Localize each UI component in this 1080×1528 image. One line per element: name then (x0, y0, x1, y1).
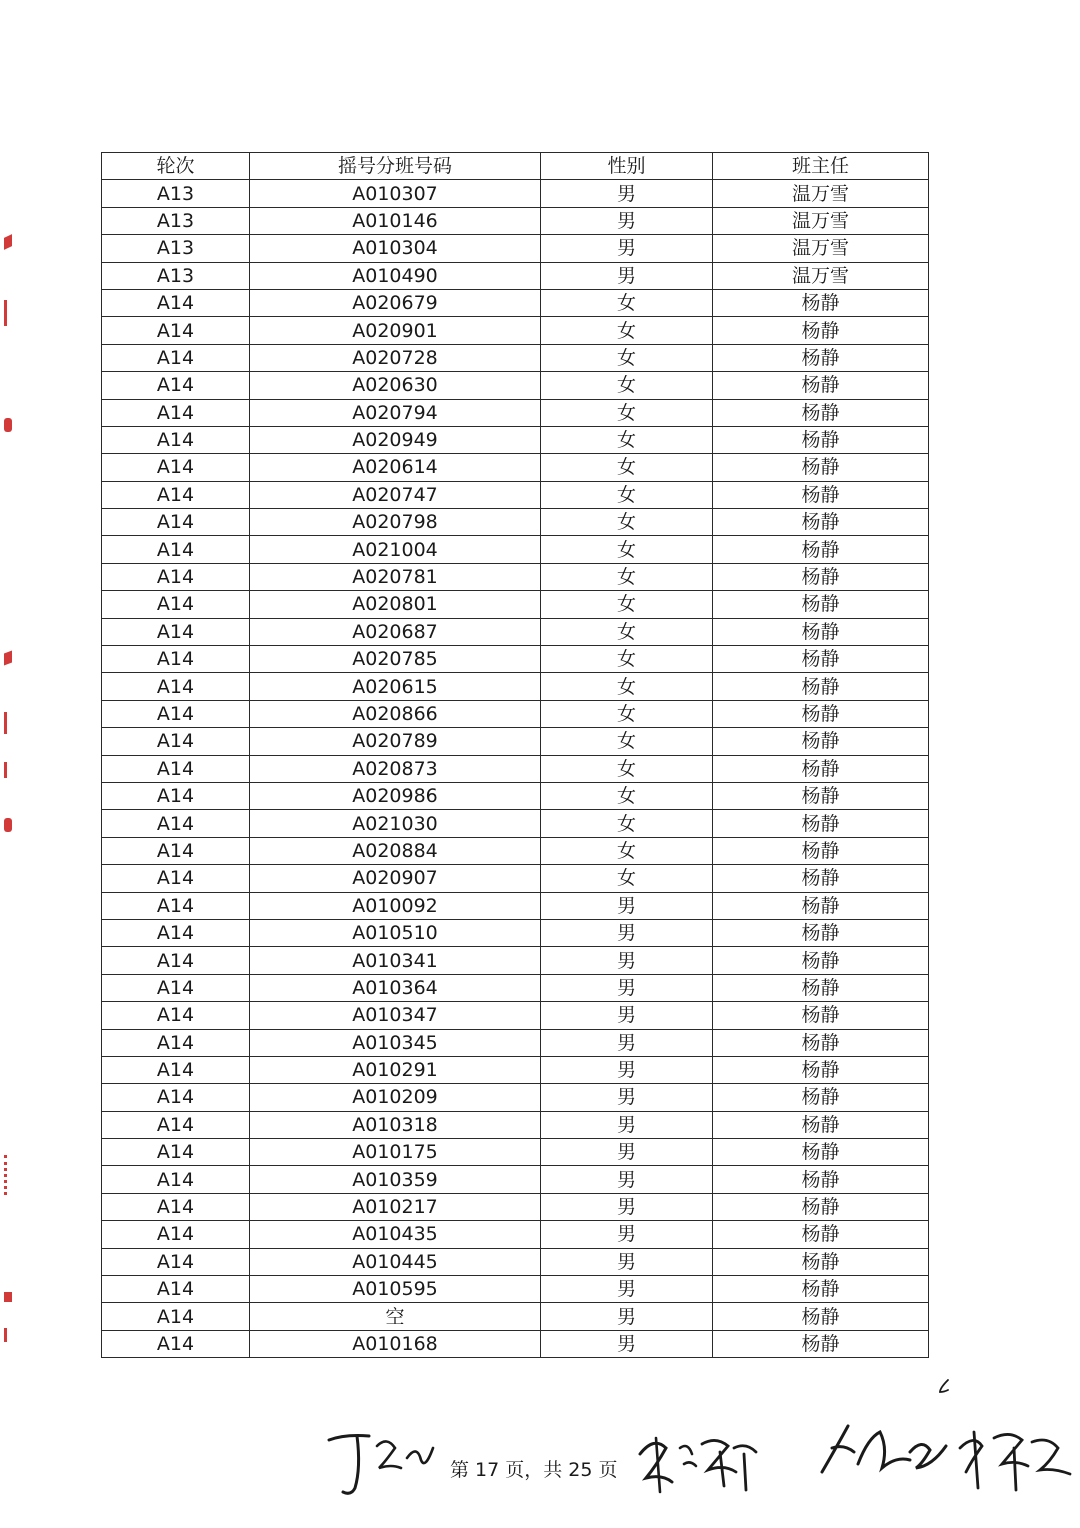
table-row (102, 344, 929, 371)
cell-round: A14 (102, 426, 250, 453)
cell-class-teacher: 杨静 (713, 289, 929, 316)
table-row (102, 1248, 929, 1275)
table-row (102, 700, 929, 727)
cell-gender: 男 (541, 947, 713, 974)
cell-lottery-number: A020798 (250, 509, 541, 536)
cell-gender: 女 (541, 563, 713, 590)
cell-class-teacher: 杨静 (713, 317, 929, 344)
table-row (102, 563, 929, 590)
table-row (102, 618, 929, 645)
cell-gender: 女 (541, 810, 713, 837)
cell-round: A14 (102, 509, 250, 536)
cell-lottery-number: A010435 (250, 1221, 541, 1248)
cell-class-teacher: 杨静 (713, 1111, 929, 1138)
cell-gender: 女 (541, 317, 713, 344)
cell-gender: 女 (541, 646, 713, 673)
cell-class-teacher: 杨静 (713, 673, 929, 700)
table-row (102, 919, 929, 946)
cell-gender: 女 (541, 755, 713, 782)
cell-class-teacher: 杨静 (713, 1029, 929, 1056)
table-row (102, 481, 929, 508)
cell-lottery-number: A020615 (250, 673, 541, 700)
cell-round: A13 (102, 207, 250, 234)
header-class-teacher: 班主任 (713, 153, 929, 180)
cell-gender: 女 (541, 481, 713, 508)
table-row (102, 235, 929, 262)
cell-gender: 男 (541, 1330, 713, 1357)
table-row (102, 728, 929, 755)
cell-class-teacher: 杨静 (713, 892, 929, 919)
cell-round: A14 (102, 536, 250, 563)
cell-class-teacher: 温万雪 (713, 262, 929, 289)
pen-tick-mark (936, 1378, 952, 1396)
cell-gender: 男 (541, 1193, 713, 1220)
cell-class-teacher: 杨静 (713, 1166, 929, 1193)
cell-round: A13 (102, 235, 250, 262)
cell-lottery-number: A021030 (250, 810, 541, 837)
cell-round: A14 (102, 974, 250, 1001)
cell-lottery-number: A010209 (250, 1084, 541, 1111)
cell-class-teacher: 杨静 (713, 481, 929, 508)
cell-round: A13 (102, 180, 250, 207)
header-round: 轮次 (102, 153, 250, 180)
cell-class-teacher: 杨静 (713, 1139, 929, 1166)
cell-class-teacher: 杨静 (713, 919, 929, 946)
table-row (102, 865, 929, 892)
table-row (102, 317, 929, 344)
cell-round: A14 (102, 1002, 250, 1029)
table-row (102, 1330, 929, 1357)
cell-class-teacher: 杨静 (713, 454, 929, 481)
cell-class-teacher: 杨静 (713, 1002, 929, 1029)
cell-gender: 女 (541, 782, 713, 809)
table-row (102, 1139, 929, 1166)
cell-round: A14 (102, 289, 250, 316)
table-row (102, 207, 929, 234)
cell-class-teacher: 杨静 (713, 344, 929, 371)
table-row (102, 1303, 929, 1330)
cell-gender: 男 (541, 892, 713, 919)
cell-gender: 男 (541, 1166, 713, 1193)
cell-lottery-number: A020866 (250, 700, 541, 727)
cell-lottery-number: A010307 (250, 180, 541, 207)
cell-round: A14 (102, 755, 250, 782)
cell-class-teacher: 杨静 (713, 865, 929, 892)
cell-round: A14 (102, 700, 250, 727)
cell-lottery-number: A010341 (250, 947, 541, 974)
cell-round: A14 (102, 372, 250, 399)
cell-class-teacher: 杨静 (713, 755, 929, 782)
cell-class-teacher: 杨静 (713, 618, 929, 645)
signature-2 (632, 1418, 762, 1500)
cell-gender: 男 (541, 207, 713, 234)
cell-gender: 男 (541, 235, 713, 262)
cell-lottery-number: 空 (250, 1303, 541, 1330)
cell-lottery-number: A010347 (250, 1002, 541, 1029)
cell-lottery-number: A020679 (250, 289, 541, 316)
class-assignment-table (101, 152, 929, 1358)
table-row (102, 454, 929, 481)
cell-class-teacher: 温万雪 (713, 235, 929, 262)
cell-lottery-number: A020884 (250, 837, 541, 864)
cell-lottery-number: A020907 (250, 865, 541, 892)
table-header-row (102, 153, 929, 180)
cell-gender: 女 (541, 673, 713, 700)
cell-class-teacher: 杨静 (713, 1276, 929, 1303)
cell-round: A14 (102, 344, 250, 371)
cell-class-teacher: 杨静 (713, 536, 929, 563)
cell-lottery-number: A010510 (250, 919, 541, 946)
cell-lottery-number: A010217 (250, 1193, 541, 1220)
cell-gender: 男 (541, 1303, 713, 1330)
table-row (102, 509, 929, 536)
cell-gender: 女 (541, 536, 713, 563)
cell-round: A14 (102, 782, 250, 809)
header-gender: 性别 (541, 153, 713, 180)
cell-round: A14 (102, 837, 250, 864)
cell-gender: 男 (541, 919, 713, 946)
cell-lottery-number: A010364 (250, 974, 541, 1001)
table-row (102, 1276, 929, 1303)
cell-gender: 男 (541, 1056, 713, 1083)
table-row (102, 646, 929, 673)
cell-class-teacher: 杨静 (713, 509, 929, 536)
cell-round: A14 (102, 591, 250, 618)
cell-class-teacher: 杨静 (713, 810, 929, 837)
table-row (102, 755, 929, 782)
cell-lottery-number: A020986 (250, 782, 541, 809)
cell-lottery-number: A010168 (250, 1330, 541, 1357)
cell-round: A14 (102, 1111, 250, 1138)
cell-round: A14 (102, 399, 250, 426)
cell-gender: 女 (541, 700, 713, 727)
cell-lottery-number: A020630 (250, 372, 541, 399)
cell-gender: 男 (541, 1002, 713, 1029)
cell-round: A14 (102, 947, 250, 974)
cell-class-teacher: 杨静 (713, 1221, 929, 1248)
cell-lottery-number: A010291 (250, 1056, 541, 1083)
cell-gender: 男 (541, 1084, 713, 1111)
cell-lottery-number: A020794 (250, 399, 541, 426)
cell-gender: 男 (541, 1029, 713, 1056)
cell-gender: 男 (541, 1111, 713, 1138)
cell-lottery-number: A010318 (250, 1111, 541, 1138)
cell-class-teacher: 杨静 (713, 1084, 929, 1111)
cell-lottery-number: A010595 (250, 1276, 541, 1303)
cell-round: A14 (102, 1139, 250, 1166)
table-row (102, 1193, 929, 1220)
table-row (102, 1221, 929, 1248)
cell-round: A14 (102, 618, 250, 645)
cell-class-teacher: 杨静 (713, 563, 929, 590)
cell-class-teacher: 杨静 (713, 372, 929, 399)
cell-round: A14 (102, 1166, 250, 1193)
cell-class-teacher: 杨静 (713, 700, 929, 727)
cell-lottery-number: A010304 (250, 235, 541, 262)
table-row (102, 892, 929, 919)
cell-lottery-number: A010359 (250, 1166, 541, 1193)
table-row (102, 289, 929, 316)
table-body (102, 180, 929, 1358)
cell-lottery-number: A020785 (250, 646, 541, 673)
cell-lottery-number: A010345 (250, 1029, 541, 1056)
cell-round: A14 (102, 810, 250, 837)
signature-3 (818, 1408, 1076, 1500)
cell-class-teacher: 杨静 (713, 782, 929, 809)
cell-round: A14 (102, 1221, 250, 1248)
cell-lottery-number: A020789 (250, 728, 541, 755)
cell-gender: 女 (541, 399, 713, 426)
table-row (102, 1166, 929, 1193)
cell-lottery-number: A020687 (250, 618, 541, 645)
cell-gender: 女 (541, 344, 713, 371)
cell-class-teacher: 杨静 (713, 947, 929, 974)
cell-round: A14 (102, 865, 250, 892)
cell-lottery-number: A021004 (250, 536, 541, 563)
cell-round: A14 (102, 317, 250, 344)
cell-gender: 男 (541, 180, 713, 207)
cell-class-teacher: 杨静 (713, 1056, 929, 1083)
cell-round: A14 (102, 1276, 250, 1303)
cell-class-teacher: 杨静 (713, 646, 929, 673)
cell-lottery-number: A010146 (250, 207, 541, 234)
cell-lottery-number: A020728 (250, 344, 541, 371)
table-row (102, 262, 929, 289)
cell-gender: 男 (541, 1139, 713, 1166)
cell-round: A14 (102, 1303, 250, 1330)
header-lottery-number: 摇号分班号码 (250, 153, 541, 180)
cell-round: A14 (102, 1084, 250, 1111)
cell-gender: 男 (541, 1248, 713, 1275)
cell-class-teacher: 杨静 (713, 1193, 929, 1220)
cell-round: A14 (102, 1248, 250, 1275)
cell-class-teacher: 杨静 (713, 728, 929, 755)
cell-lottery-number: A010092 (250, 892, 541, 919)
cell-round: A14 (102, 1193, 250, 1220)
cell-lottery-number: A020747 (250, 481, 541, 508)
cell-round: A14 (102, 728, 250, 755)
table-row (102, 536, 929, 563)
cell-round: A14 (102, 1029, 250, 1056)
table-row (102, 1084, 929, 1111)
cell-class-teacher: 杨静 (713, 974, 929, 1001)
table-row (102, 1002, 929, 1029)
cell-gender: 女 (541, 289, 713, 316)
cell-round: A14 (102, 454, 250, 481)
table-row (102, 810, 929, 837)
cell-gender: 男 (541, 262, 713, 289)
cell-round: A14 (102, 1330, 250, 1357)
cell-lottery-number: A020781 (250, 563, 541, 590)
cell-gender: 女 (541, 618, 713, 645)
cell-gender: 女 (541, 865, 713, 892)
cell-class-teacher: 杨静 (713, 1248, 929, 1275)
cell-round: A14 (102, 1056, 250, 1083)
table-row (102, 837, 929, 864)
table-row (102, 372, 929, 399)
cell-lottery-number: A010490 (250, 262, 541, 289)
table-row (102, 591, 929, 618)
cell-lottery-number: A020873 (250, 755, 541, 782)
table-row (102, 1056, 929, 1083)
table-row (102, 974, 929, 1001)
table-row (102, 1111, 929, 1138)
cell-gender: 男 (541, 1276, 713, 1303)
cell-gender: 男 (541, 974, 713, 1001)
cell-class-teacher: 温万雪 (713, 207, 929, 234)
signature-1 (325, 1418, 445, 1500)
cell-gender: 女 (541, 591, 713, 618)
cell-class-teacher: 杨静 (713, 1330, 929, 1357)
table-row (102, 399, 929, 426)
cell-class-teacher: 杨静 (713, 426, 929, 453)
cell-lottery-number: A010175 (250, 1139, 541, 1166)
cell-gender: 男 (541, 1221, 713, 1248)
page-number: 第 17 页，共 25 页 (450, 1459, 618, 1481)
cell-gender: 女 (541, 509, 713, 536)
cell-class-teacher: 杨静 (713, 1303, 929, 1330)
cell-class-teacher: 温万雪 (713, 180, 929, 207)
table-row (102, 426, 929, 453)
cell-class-teacher: 杨静 (713, 399, 929, 426)
cell-lottery-number: A020801 (250, 591, 541, 618)
cell-class-teacher: 杨静 (713, 591, 929, 618)
cell-lottery-number: A020901 (250, 317, 541, 344)
cell-round: A14 (102, 646, 250, 673)
cell-round: A14 (102, 673, 250, 700)
table-row (102, 782, 929, 809)
cell-class-teacher: 杨静 (713, 837, 929, 864)
cell-round: A14 (102, 563, 250, 590)
cell-gender: 女 (541, 426, 713, 453)
cell-gender: 女 (541, 372, 713, 399)
table-row (102, 947, 929, 974)
cell-lottery-number: A010445 (250, 1248, 541, 1275)
table-row (102, 180, 929, 207)
cell-round: A14 (102, 892, 250, 919)
table-row (102, 673, 929, 700)
cell-gender: 女 (541, 728, 713, 755)
cell-round: A14 (102, 481, 250, 508)
cell-round: A14 (102, 919, 250, 946)
cell-round: A13 (102, 262, 250, 289)
cell-gender: 女 (541, 454, 713, 481)
table-row (102, 1029, 929, 1056)
cell-lottery-number: A020614 (250, 454, 541, 481)
cell-gender: 女 (541, 837, 713, 864)
cell-lottery-number: A020949 (250, 426, 541, 453)
